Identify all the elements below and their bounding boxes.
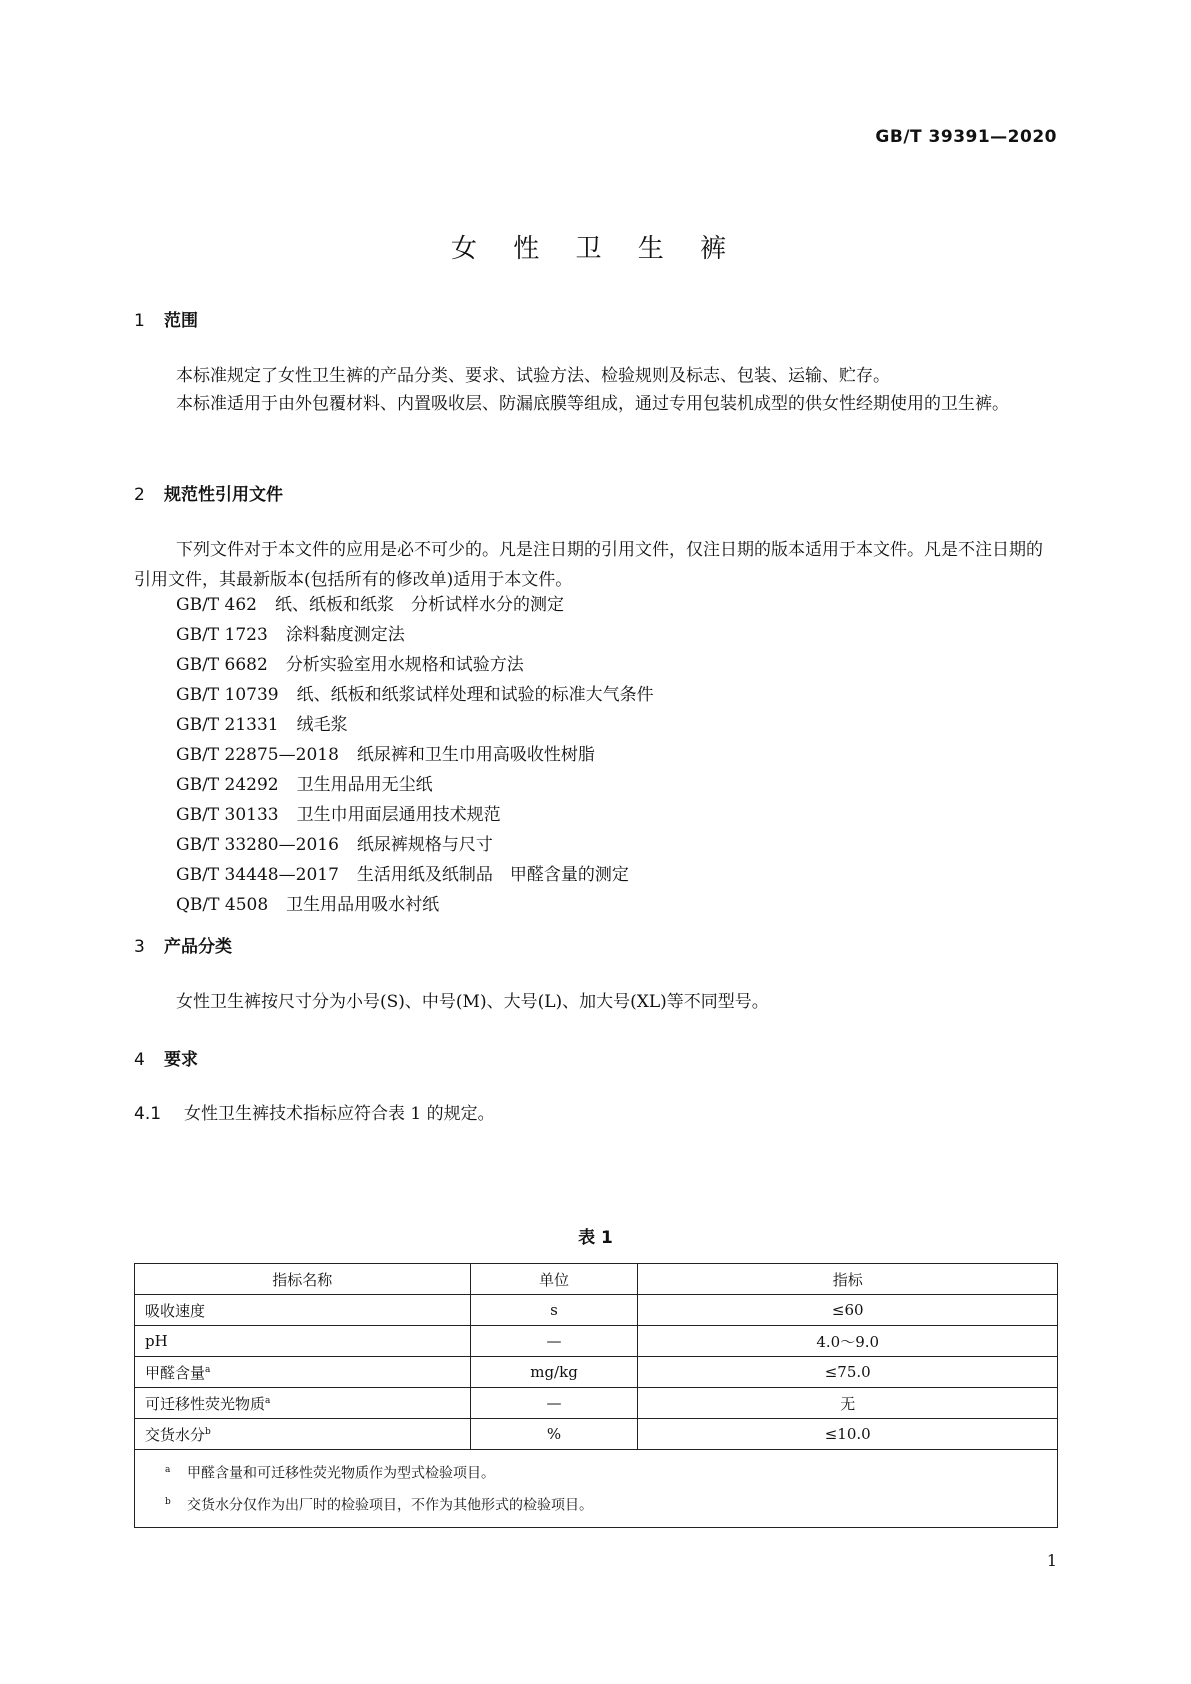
table-row xyxy=(135,1295,1058,1326)
table-row xyxy=(135,1419,1058,1450)
indicator-value: ≤10.0 xyxy=(638,1419,1058,1450)
reference-item xyxy=(176,740,654,770)
document-title: 女 性 卫 生 裤 xyxy=(450,234,741,264)
indicator-name: 吸收速度 xyxy=(135,1295,471,1326)
reference-code: GB/T 24292 xyxy=(176,775,279,795)
reference-item xyxy=(176,650,654,680)
table-row xyxy=(135,1388,1058,1419)
footnote-marker: a xyxy=(265,1395,271,1406)
reference-code: GB/T 30133 xyxy=(176,805,279,825)
reference-item xyxy=(176,620,654,650)
reference-title: 纸、纸板和纸浆 分析试样水分的测定 xyxy=(275,595,564,615)
column-header: 指标 xyxy=(638,1264,1058,1295)
scope-paragraph-2: 本标准适用于由外包覆材料、内置吸收层、防漏底膜等组成，通过专用包装机成型的供女性经期使用的卫生裤。 xyxy=(176,394,1009,414)
reference-code: GB/T 34448—2017 xyxy=(176,865,339,885)
reference-title: 卫生巾用面层通用技术规范 xyxy=(296,805,501,825)
indicator-unit: mg/kg xyxy=(470,1357,638,1388)
section-title: 范围 xyxy=(164,311,198,331)
table-header-row xyxy=(135,1264,1058,1295)
indicator-value: 无 xyxy=(638,1388,1058,1419)
reference-item xyxy=(176,800,654,830)
classification-paragraph: 女性卫生裤按尺寸分为小号(S)、中号(M)、大号(L)、加大号(XL)等不同型号。 xyxy=(176,992,769,1012)
reference-item xyxy=(176,590,654,620)
section-number: 4 xyxy=(134,1050,145,1070)
indicator-unit: — xyxy=(470,1388,638,1419)
section-heading-scope xyxy=(134,306,198,331)
reference-title: 生活用纸及纸制品 甲醛含量的测定 xyxy=(356,865,629,885)
table-footnote: a 甲醛含量和可迁移性荧光物质作为型式检验项目。 xyxy=(165,1465,495,1482)
section-number: 1 xyxy=(134,311,145,331)
reference-item xyxy=(176,890,654,920)
indicator-unit: s xyxy=(470,1295,638,1326)
page-number: 1 xyxy=(1046,1551,1057,1570)
reference-item xyxy=(176,860,654,890)
section-heading-classification xyxy=(134,932,232,957)
scope-paragraph-1: 本标准规定了女性卫生裤的产品分类、要求、试验方法、检验规则及标志、包装、运输、贮存。 xyxy=(176,366,890,386)
footnote-marker: b xyxy=(205,1426,211,1437)
indicator-value: 4.0～9.0 xyxy=(638,1326,1058,1357)
section-heading-requirements xyxy=(134,1045,198,1070)
reference-code: GB/T 10739 xyxy=(176,685,279,705)
specification-table xyxy=(134,1263,1058,1528)
table-row xyxy=(135,1326,1058,1357)
section-heading-normative-references xyxy=(134,480,283,505)
reference-code: GB/T 33280—2016 xyxy=(176,835,339,855)
indicator-name: pH xyxy=(135,1326,471,1357)
reference-code: GB/T 1723 xyxy=(176,625,268,645)
reference-title: 卫生用品用无尘纸 xyxy=(296,775,433,795)
reference-code: GB/T 6682 xyxy=(176,655,268,675)
reference-title: 纸尿裤和卫生巾用高吸收性树脂 xyxy=(356,745,595,765)
clause-number: 4.1 xyxy=(134,1104,162,1124)
reference-item xyxy=(176,680,654,710)
indicator-name: 交货水分$^b$ xyxy=(135,1419,471,1450)
table-notes-row xyxy=(135,1450,1058,1528)
reference-title: 绒毛浆 xyxy=(296,715,348,735)
table-caption: 表 1 xyxy=(578,1228,613,1248)
reference-title: 纸、纸板和纸浆试样处理和试验的标准大气条件 xyxy=(296,685,654,705)
reference-title: 分析实验室用水规格和试验方法 xyxy=(285,655,524,675)
reference-code: GB/T 21331 xyxy=(176,715,279,735)
indicator-value: ≤60 xyxy=(638,1295,1058,1326)
section-number: 3 xyxy=(134,937,145,957)
indicator-name: 可迁移性荧光物质$^a$ xyxy=(135,1388,471,1419)
table-footnote: b 交货水分仅作为出厂时的检验项目，不作为其他形式的检验项目。 xyxy=(165,1496,593,1514)
indicator-name: 甲醛含量$^a$ xyxy=(135,1357,471,1388)
reference-code: QB/T 4508 xyxy=(176,895,269,915)
reference-item xyxy=(176,830,654,860)
reference-item xyxy=(176,710,654,740)
clause-4-1 xyxy=(134,1099,495,1124)
column-header: 单位 xyxy=(470,1264,638,1295)
standard-number: GB/T 39391—2020 xyxy=(875,127,1057,147)
reference-list xyxy=(176,590,654,920)
references-intro-paragraph: 下列文件对于本文件的应用是必不可少的。凡是注日期的引用文件，仅注日期的版本适用于本文件。凡是不注日期的引用文件，其最新版本(包括所有的修改单)适用于本文件。 xyxy=(134,540,1043,590)
section-title: 产品分类 xyxy=(164,937,232,957)
section-title: 规范性引用文件 xyxy=(164,485,283,505)
indicator-unit: — xyxy=(470,1326,638,1357)
reference-code: GB/T 22875—2018 xyxy=(176,745,339,765)
section-title: 要求 xyxy=(164,1050,198,1070)
clause-text: 女性卫生裤技术指标应符合表 1 的规定。 xyxy=(184,1104,495,1124)
reference-code: GB/T 462 xyxy=(176,595,257,615)
table-footnotes xyxy=(135,1450,1058,1528)
reference-title: 涂料黏度测定法 xyxy=(285,625,405,645)
section-number: 2 xyxy=(134,485,145,505)
table-row xyxy=(135,1357,1058,1388)
footnote-marker: a xyxy=(205,1364,211,1375)
indicator-unit: % xyxy=(470,1419,638,1450)
reference-title: 纸尿裤规格与尺寸 xyxy=(356,835,493,855)
indicator-value: ≤75.0 xyxy=(638,1357,1058,1388)
reference-title: 卫生用品用吸水衬纸 xyxy=(286,895,440,915)
reference-item xyxy=(176,770,654,800)
column-header: 指标名称 xyxy=(135,1264,471,1295)
